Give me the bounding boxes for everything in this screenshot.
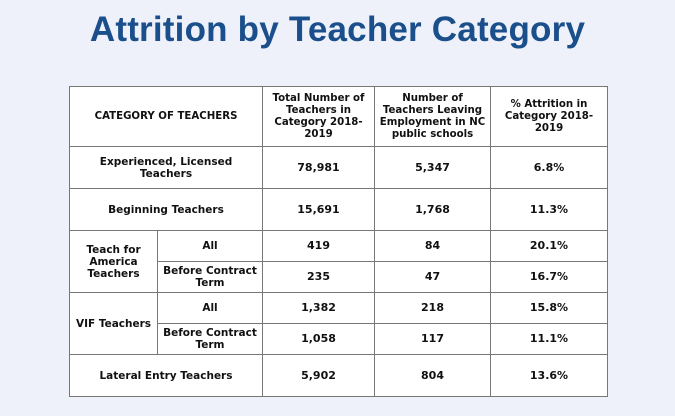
row-category: Beginning Teachers <box>70 189 263 231</box>
row-subcategory: All <box>158 231 263 262</box>
row-pct: 16.7% <box>491 262 608 293</box>
header-category: CATEGORY OF TEACHERS <box>70 87 263 147</box>
table-header-row <box>70 87 608 147</box>
row-group: Teach for America Teachers <box>70 231 158 293</box>
header-pct: % Attrition in Category 2018-2019 <box>491 87 608 147</box>
attrition-table <box>69 86 608 397</box>
row-pct: 11.1% <box>491 324 608 355</box>
row-total: 78,981 <box>263 147 375 189</box>
page-title: Attrition by Teacher Category <box>89 10 586 49</box>
row-category: Experienced, Licensed Teachers <box>70 147 263 189</box>
table-row <box>70 189 608 231</box>
row-total: 235 <box>263 262 375 293</box>
row-pct: 13.6% <box>491 355 608 397</box>
table-row <box>70 355 608 397</box>
row-pct: 20.1% <box>491 231 608 262</box>
row-leaving: 84 <box>375 231 491 262</box>
header-leaving: Number of Teachers Leaving Employment in NC public schools <box>375 87 491 147</box>
row-total: 1,058 <box>263 324 375 355</box>
row-group: VIF Teachers <box>70 293 158 355</box>
header-total: Total Number of Teachers in Category 2018-2019 <box>263 87 375 147</box>
row-subcategory: Before Contract Term <box>158 324 263 355</box>
row-leaving: 5,347 <box>375 147 491 189</box>
table-row <box>70 147 608 189</box>
row-total: 15,691 <box>263 189 375 231</box>
row-total: 5,902 <box>263 355 375 397</box>
row-leaving: 1,768 <box>375 189 491 231</box>
row-subcategory: Before Contract Term <box>158 262 263 293</box>
row-category: Lateral Entry Teachers <box>70 355 263 397</box>
row-leaving: 117 <box>375 324 491 355</box>
row-total: 1,382 <box>263 293 375 324</box>
row-leaving: 218 <box>375 293 491 324</box>
row-total: 419 <box>263 231 375 262</box>
table-row <box>70 293 608 324</box>
table-row <box>70 231 608 262</box>
row-pct: 15.8% <box>491 293 608 324</box>
row-pct: 6.8% <box>491 147 608 189</box>
row-subcategory: All <box>158 293 263 324</box>
row-leaving: 804 <box>375 355 491 397</box>
row-pct: 11.3% <box>491 189 608 231</box>
row-leaving: 47 <box>375 262 491 293</box>
